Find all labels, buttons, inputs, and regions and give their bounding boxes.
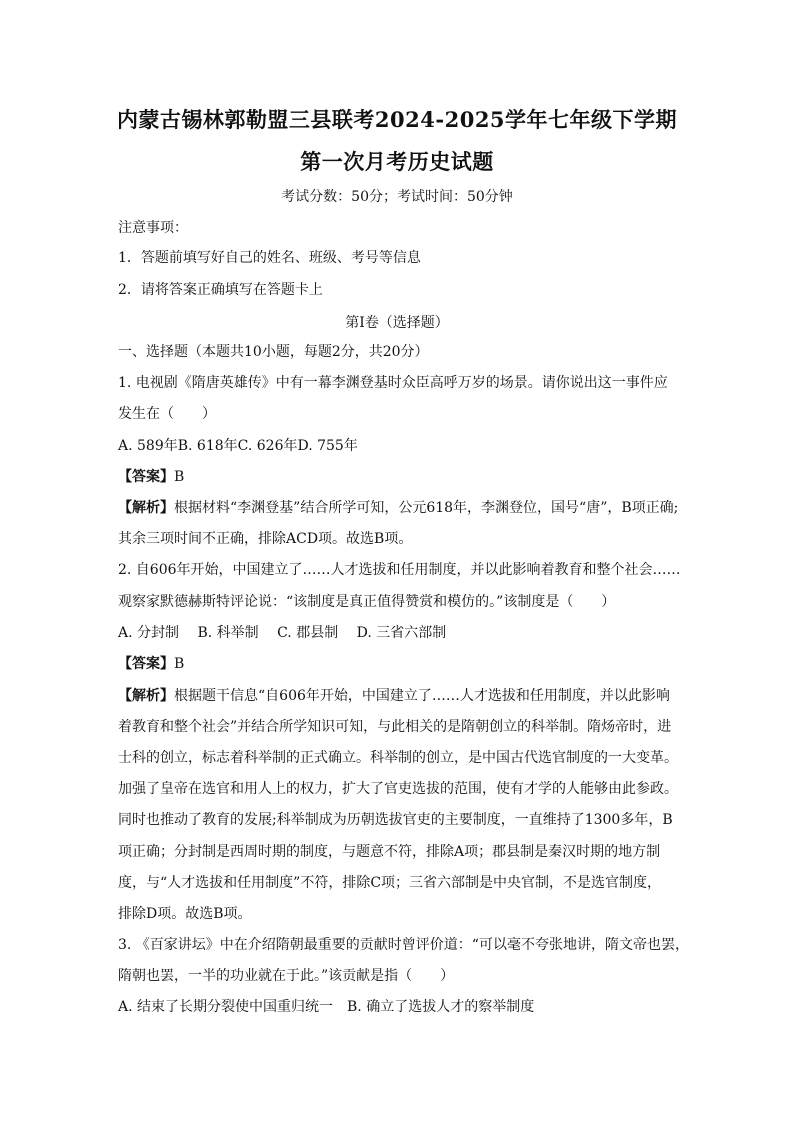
exam-title-line1: 内蒙古锡林郭勒盟三县联考2024-2025学年七年级下学期 — [116, 107, 678, 132]
q2-stem-line2: 观察家默德赫斯特评论说：“该制度是真正值得赞赏和模仿的。”该制度是（ ） — [118, 594, 616, 610]
notes-item-2: 2．请将答案正确填写在答题卡上 — [118, 282, 323, 298]
q2-analysis-line6: 项正确；分封制是西周时期的制度，与题意不符，排除A项；郡县制是秦汉时期的地方制 — [118, 844, 661, 860]
q1-analysis-line1 — [118, 498, 678, 518]
exam-info: 考试分数：50分；考试时间：50分钟 — [281, 189, 513, 205]
volume-title: 第I卷（选择题） — [345, 315, 449, 331]
analysis-label: 【解析】 — [118, 500, 174, 516]
analysis-text: 根据题干信息“自606年开始，中国建立了……人才选拔和任用制度，并以此影响 — [174, 688, 670, 704]
notes-item-1: 1．答题前填写好自己的姓名、班级、考号等信息 — [118, 250, 421, 266]
q1-stem-line1: 1. 电视剧《隋唐英雄传》中有一幕李渊登基时众臣高呼万岁的场景。请你说出这一事件应 — [118, 375, 668, 391]
q2-analysis-line3: 士科的创立，标志着科举制的正式确立。科举制的创立，是中国古代选官制度的一大变革。 — [118, 750, 678, 766]
q1-options: A. 589年B. 618年C. 626年D. 755年 — [118, 438, 358, 454]
q2-analysis-line2: 着教育和整个社会”并结合所学知识可知，与此相关的是隋朝创立的科举制。隋炀帝时，进 — [118, 719, 672, 735]
answer-label: 【答案】 — [118, 656, 174, 672]
q2-answer — [118, 654, 678, 674]
exam-title-line2: 第一次月考历史试题 — [300, 149, 494, 174]
q3-stem-line2: 隋朝也罢，一半的功业就在于此。”该贡献是指（ ） — [118, 968, 455, 984]
q2-analysis-line7: 度，与“人才选拔和任用制度”不符，排除C项；三省六部制是中央官制，不是选官制度， — [118, 875, 662, 891]
q2-analysis-line8: 排除D项。故选B项。 — [118, 906, 252, 922]
q2-analysis-line5: 同时也推动了教育的发展;科举制成为历朝选拔官吏的主要制度，一直维持了1300多年，B — [118, 812, 673, 828]
q3-stem-line1: 3. 《百家讲坛》中在介绍隋朝最重要的贡献时曾评价道：“可以毫不夸张地讲，隋文帝也罢， — [118, 937, 689, 953]
q3-options: A. 结束了长期分裂使中国重归统一 B. 确立了选拔人才的察举制度 — [118, 999, 535, 1015]
section-title: 一、选择题（本题共10小题，每题2分，共20分） — [118, 344, 429, 360]
notes-heading: 注意事项： — [118, 220, 188, 236]
answer-label: 【答案】 — [118, 469, 174, 485]
q1-analysis-line2: 其余三项时间不正确，排除ACD项。故选B项。 — [118, 531, 413, 547]
q2-analysis-line1 — [118, 686, 678, 706]
q2-analysis-line4: 加强了皇帝在选官和用人上的权力，扩大了官吏选拔的范围，使有才学的人能够由此参政。 — [118, 781, 678, 797]
q1-answer — [118, 467, 678, 487]
q2-stem-line1: 2. 自606年开始，中国建立了……人才选拔和任用制度，并以此影响着教育和整个社会…… — [118, 562, 681, 578]
answer-value: B — [174, 469, 185, 485]
q1-stem-line2: 发生在（ ） — [118, 406, 216, 422]
answer-value: B — [174, 656, 185, 672]
analysis-text: 根据材料“李渊登基”结合所学可知，公元618年，李渊登位，国号“唐”，B项正确; — [174, 500, 679, 516]
analysis-label: 【解析】 — [118, 688, 174, 704]
q2-options: A. 分封制 B. 科举制 C. 郡县制 D. 三省六部制 — [118, 625, 447, 641]
